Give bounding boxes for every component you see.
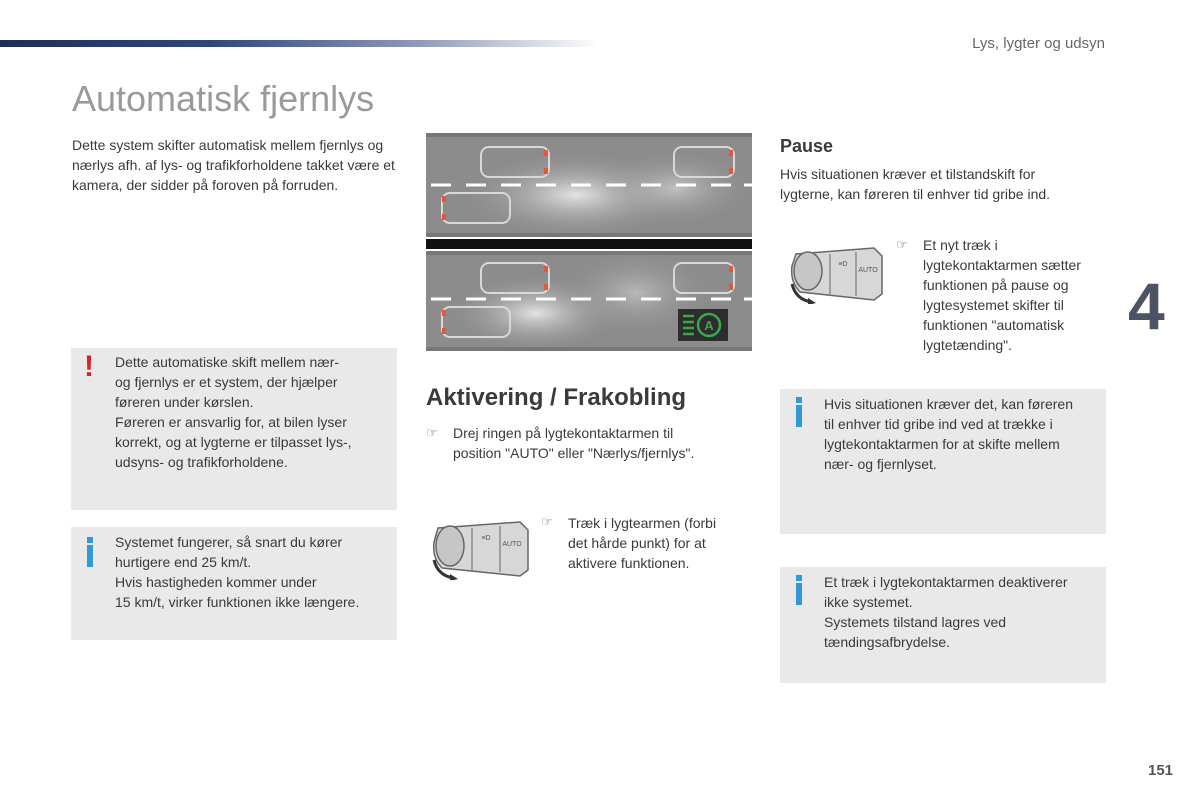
light-stalk-graphic	[428, 518, 532, 580]
info-box-switch	[780, 389, 1106, 534]
intro-text: Dette system skifter automatisk mellem fjernlys og nærlys afh. af lys- og trafikforholdene takket være et kamera, der sidder på foroven på forruden.	[72, 137, 395, 193]
info-switch-text: Hvis situationen kræver det, kan føreren til enhver tid gribe ind ved at trække i lygtekontaktarmen for at skifte mellem nær- og fjernlyset.	[824, 396, 1073, 472]
activation-heading: Aktivering / Frakobling	[426, 384, 687, 411]
auto-high-beam-icon	[678, 309, 728, 341]
pointing-finger-icon: ☞	[426, 425, 438, 440]
svg-text:A: A	[704, 318, 714, 333]
svg-text:AUTO: AUTO	[502, 541, 522, 548]
pointing-finger-icon: ☞	[541, 514, 553, 529]
info-icon	[796, 405, 802, 427]
page-number: 151	[1148, 762, 1174, 779]
info-icon	[796, 583, 802, 605]
chapter-number: 4	[1128, 269, 1165, 343]
warning-text: Dette automatiske skift mellem nær- og fjernlys er et system, der hjælper føreren under kørslen. Føreren er ansvarlig for, at bilen lyser korrekt, og at lygterne er tilpasset lys-, udsyns- og trafikforholdene.	[115, 354, 352, 470]
info-deactivate-text: Et træk i lygtekontaktarmen deaktiverer ikke systemet. Systemets tilstand lagres ved tændingsafbrydelse.	[824, 574, 1068, 650]
warning-box	[71, 348, 397, 510]
exclamation-icon: !	[84, 350, 94, 383]
activation-step2: Træk i lygtearmen (forbi det hårde punkt) for at aktivere funktionen.	[568, 515, 717, 571]
light-stalk-pause-graphic	[786, 244, 886, 304]
svg-text:AUTO: AUTO	[858, 267, 878, 274]
light-stalk-illustration	[428, 518, 532, 580]
page-title: Automatisk fjernlys	[72, 78, 375, 119]
pointing-finger-icon: ☞	[896, 237, 908, 252]
info-speed-text: Systemet fungerer, så snart du kører hurtigere end 25 km/t. Hvis hastigheden kommer under 15 km/t, virker funktionen ikke længere.	[115, 534, 360, 610]
pause-heading: Pause	[780, 136, 834, 156]
svg-text:≡D: ≡D	[481, 535, 491, 542]
info-icon	[87, 545, 93, 567]
info-box-speed	[71, 527, 397, 640]
pause-intro: Hvis situationen kræver et tilstandskift for lygterne, kan føreren til enhver tid gribe ind.	[780, 166, 1051, 202]
section-title: Lys, lygter og udsyn	[972, 35, 1105, 52]
info-box-deactivate	[780, 567, 1106, 683]
pause-step: Et nyt træk i lygtekontaktarmen sætter funktionen på pause og lygtesystemet skifter til funktionen "automatisk lygtetænding".	[923, 237, 1081, 353]
road-illustration	[426, 133, 752, 355]
road-illustration-graphic	[426, 133, 752, 355]
svg-text:≡D: ≡D	[838, 261, 848, 268]
header-color-bar	[0, 40, 600, 47]
activation-step1: Drej ringen på lygtekontaktarmen til position "AUTO" eller "Nærlys/fjernlys".	[453, 425, 695, 461]
light-stalk-illustration-pause	[786, 244, 886, 304]
